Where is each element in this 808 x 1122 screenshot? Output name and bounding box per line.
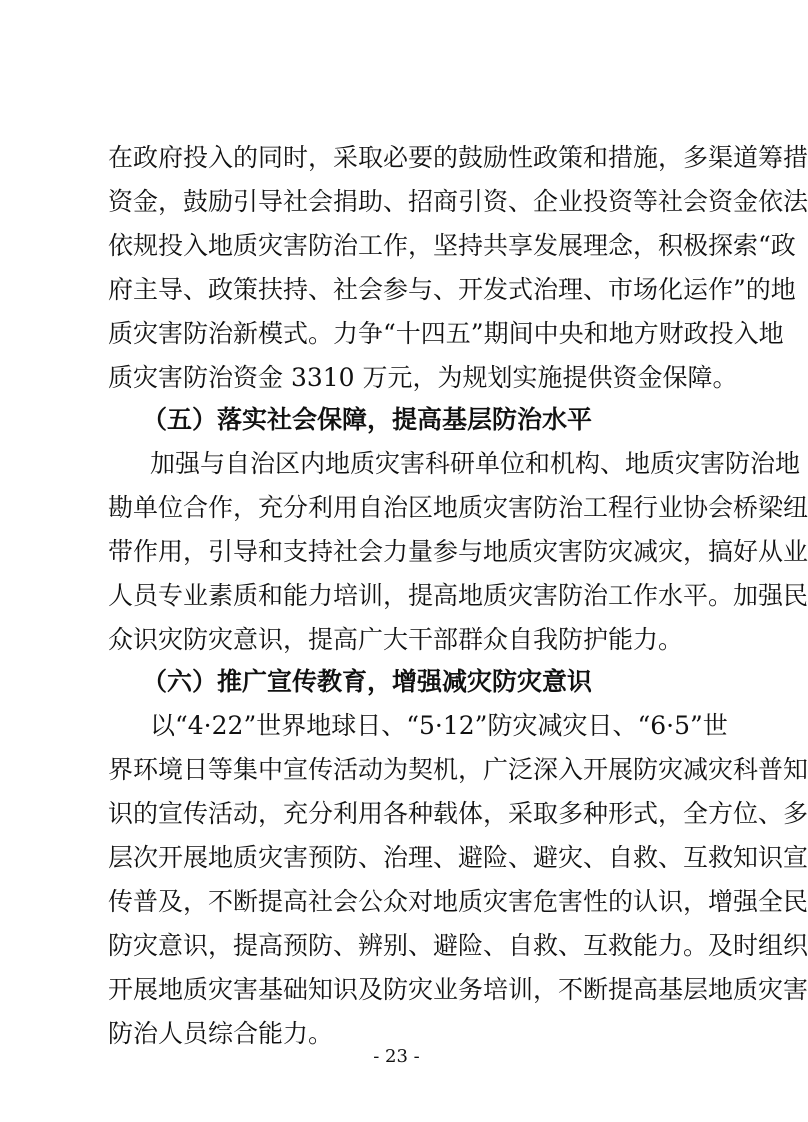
paragraph-line: 带作用，引导和支持社会力量参与地质灾害防灾减灾，搞好从业: [108, 537, 808, 566]
paragraph-line: 在政府投入的同时，采取必要的鼓励性政策和措施，多渠道筹措: [108, 143, 808, 172]
paragraph-line: 人员专业素质和能力培训，提高地质灾害防治工作水平。加强民: [108, 581, 808, 610]
paragraph-line: 质灾害防治新模式。力争“十四五”期间中央和地方财政投入地: [108, 319, 784, 348]
page-number: - 23 -: [373, 1046, 420, 1067]
paragraph-line: 防灾意识，提高预防、辨别、避险、自救、互救能力。及时组织: [108, 931, 808, 960]
paragraph-line: 开展地质灾害基础知识及防灾业务培训，不断提高基层地质灾害: [108, 975, 808, 1004]
paragraph-line: 资金，鼓励引导社会捐助、招商引资、企业投资等社会资金依法: [108, 187, 808, 216]
paragraph-line: 识的宣传活动，充分利用各种载体，采取多种形式，全方位、多: [108, 799, 808, 828]
paragraph-line: 传普及，不断提高社会公众对地质灾害危害性的认识，增强全民: [108, 887, 808, 916]
paragraph-line: 防治人员综合能力。: [108, 1019, 334, 1048]
paragraph-line: 层次开展地质灾害预防、治理、避险、避灾、自救、互救知识宣: [108, 843, 808, 872]
paragraph-line: 依规投入地质灾害防治工作，坚持共享发展理念，积极探索“政: [108, 231, 796, 260]
paragraph-line: 勘单位合作，充分利用自治区地质灾害防治工程行业协会桥梁纽: [108, 493, 808, 522]
section-heading: （六）推广宣传教育，增强减灾防灾意识: [142, 667, 593, 696]
paragraph-line: 加强与自治区内地质灾害科研单位和机构、地质灾害防治地: [150, 449, 801, 478]
paragraph-line: 众识灾防灾意识，提高广大干部群众自我防护能力。: [108, 625, 684, 654]
paragraph-line: 质灾害防治资金 3310 万元，为规划实施提供资金保障。: [108, 363, 738, 392]
section-heading: （五）落实社会保障，提高基层防治水平: [142, 405, 593, 434]
paragraph-line: 以“4·22”世界地球日、“5·12”防灾减灾日、“6·5”世: [150, 711, 728, 740]
paragraph-line: 府主导、政策扶持、社会参与、开发式治理、市场化运作”的地: [108, 275, 796, 304]
paragraph-line: 界环境日等集中宣传活动为契机，广泛深入开展防灾减灾科普知: [108, 755, 808, 784]
